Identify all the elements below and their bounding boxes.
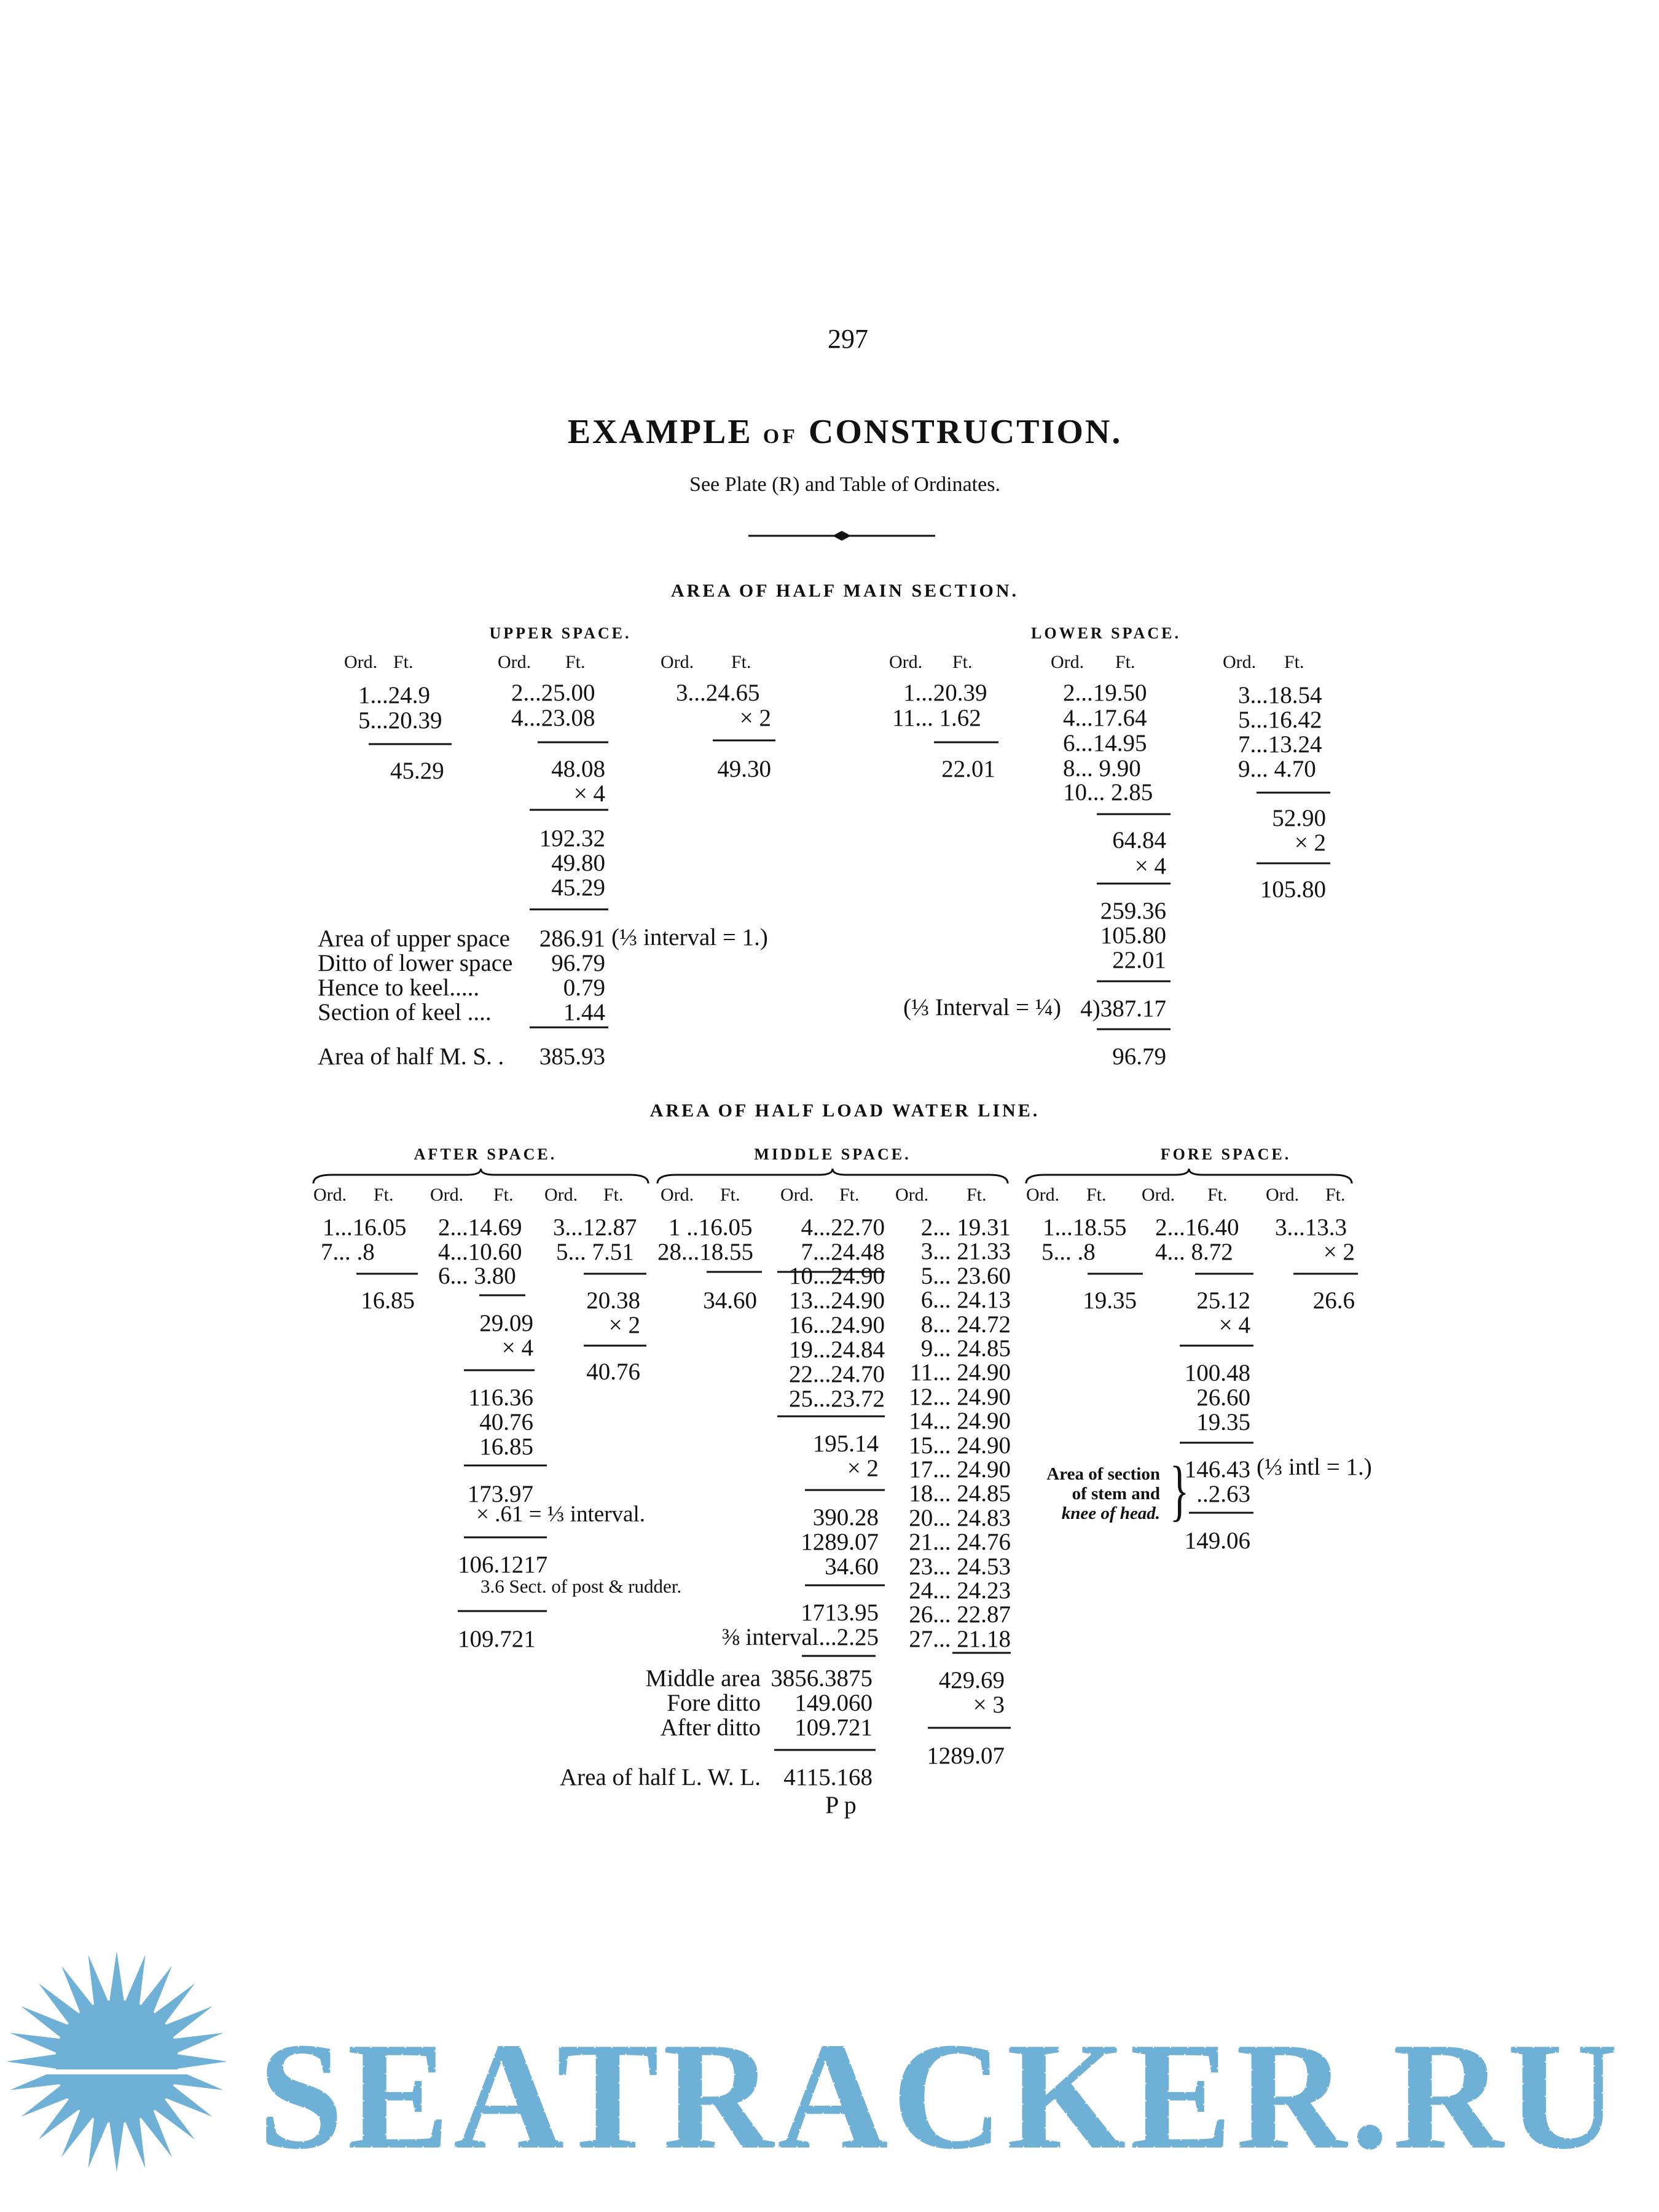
ordinate-entry: 28...18.55 <box>657 1239 753 1265</box>
watermark-logo <box>0 1936 1659 2212</box>
addend-value: 40.76 <box>479 1409 533 1435</box>
section-heading-lwl: AREA OF HALF LOAD WATER LINE. <box>649 1100 1040 1121</box>
sum-value: 45.29 <box>390 758 444 784</box>
addend-value: 105.80 <box>1100 922 1166 949</box>
ordinate-entry: 2...25.00 <box>511 680 595 706</box>
total-label: Area of half L. W. L. <box>559 1764 761 1790</box>
ordinate-entry: 7...24.48 <box>801 1239 885 1265</box>
stem-note: of stem and <box>1072 1484 1160 1504</box>
summary-label: Area of half M. S. . <box>318 1043 504 1070</box>
total-value: 109.721 <box>794 1714 873 1741</box>
sum-value: 20.38 <box>586 1287 640 1314</box>
product-value: 192.32 <box>539 825 605 852</box>
product-value: 100.48 <box>1184 1360 1250 1386</box>
ord-header: Ord. <box>1142 1185 1175 1205</box>
ord-header: Ord. <box>544 1185 578 1205</box>
total-value: 149.060 <box>794 1690 873 1716</box>
addend-value: 34.60 <box>825 1553 879 1580</box>
sum-value: 29.09 <box>479 1310 533 1336</box>
ordinate-entry: 24... 24.23 <box>909 1577 1011 1604</box>
post-rudder-note: 3.6 Sect. of post & rudder. <box>480 1575 682 1597</box>
ordinate-entry: 22...24.70 <box>789 1361 885 1387</box>
total-label: Fore ditto <box>667 1690 761 1716</box>
product-value: 105.80 <box>1260 876 1326 903</box>
ordinate-entry: 20... 24.83 <box>909 1504 1011 1531</box>
ordinate-entry: 3...13.3 <box>1275 1214 1347 1241</box>
sum-value: 16.85 <box>361 1287 415 1314</box>
summary-label: Hence to keel..... <box>318 975 480 1001</box>
summary-value: 0.79 <box>563 975 605 1001</box>
ordinate-entry: 2... 19.31 <box>920 1214 1011 1241</box>
summary-value: 1.44 <box>563 999 605 1026</box>
ordinate-entry: 2...14.69 <box>438 1214 522 1241</box>
upper-space-label: UPPER SPACE. <box>489 624 632 642</box>
page-subtitle: See Plate (R) and Table of Ordinates. <box>689 473 1000 496</box>
product-value: 49.30 <box>717 756 771 782</box>
ordinate-entry: 1...16.05 <box>323 1214 407 1241</box>
ord-header: Ord. <box>895 1185 929 1205</box>
page-title: EXAMPLE OF CONSTRUCTION. <box>567 413 1123 451</box>
ordinate-entry: 4...10.60 <box>438 1239 522 1265</box>
multiplier: × 2 <box>739 705 771 731</box>
ft-header: Ft. <box>1284 652 1304 672</box>
lower-space-label: LOWER SPACE. <box>1031 624 1181 642</box>
brace <box>1026 1169 1352 1183</box>
ord-header: Ord. <box>1051 652 1084 672</box>
product-value: 26.6 <box>1312 1287 1355 1314</box>
ord-header: Ord. <box>780 1185 814 1205</box>
ord-header: Ord. <box>344 652 378 672</box>
ft-header: Ft. <box>952 652 973 672</box>
ordinate-entry: 6...14.95 <box>1063 730 1147 756</box>
ordinate-entry: 4... 8.72 <box>1155 1239 1233 1265</box>
ordinate-entry: 10...24.90 <box>789 1263 885 1289</box>
ord-header: Ord. <box>661 652 694 672</box>
ordinate-entry: 6... 3.80 <box>438 1263 516 1289</box>
ordinate-entry: 5...16.42 <box>1238 707 1322 733</box>
product-value: 40.76 <box>586 1359 640 1385</box>
ordinate-entry: 4...23.08 <box>511 705 595 731</box>
watermark-text: SEATRACKER.RU <box>258 2011 1622 2181</box>
ordinate-entry: 1...24.9 <box>358 682 430 708</box>
multiplier: × 4 <box>1134 853 1166 879</box>
total-value: 4115.168 <box>783 1764 873 1790</box>
sum-value: 1713.95 <box>801 1599 879 1626</box>
ordinate-entry: 8... 9.90 <box>1063 755 1141 782</box>
ft-header: Ft. <box>1325 1185 1346 1205</box>
divided-value: 4)387.17 <box>1080 995 1166 1022</box>
ordinate-entry: 9... 4.70 <box>1238 756 1316 782</box>
ordinate-entry: 18... 24.85 <box>909 1480 1011 1507</box>
multiplier: × 3 <box>973 1692 1005 1718</box>
total-label: After ditto <box>660 1714 761 1741</box>
stem-note: knee of head. <box>1061 1504 1160 1523</box>
total-value: 3856.3875 <box>771 1665 873 1692</box>
brace <box>313 1169 648 1183</box>
ordinate-entry: 25...23.72 <box>789 1386 885 1412</box>
ordinate-entry: 1...18.55 <box>1043 1214 1127 1241</box>
addend-value: ..2.63 <box>1196 1481 1250 1507</box>
total-label: Middle area <box>645 1665 761 1692</box>
summary-value: 286.91 <box>539 925 605 952</box>
interval-note: ⅜ interval...2.25 <box>721 1624 879 1650</box>
sum-value: 22.01 <box>941 756 995 782</box>
ordinate-entry: 9... 24.85 <box>920 1335 1011 1362</box>
sum-value: 173.97 <box>467 1481 533 1507</box>
ord-header: Ord. <box>1266 1185 1300 1205</box>
ordinate-entry: 12... 24.90 <box>909 1383 1011 1410</box>
ordinate-entry: 4...17.64 <box>1063 705 1147 731</box>
ordinate-entry: 5... .8 <box>1041 1239 1096 1265</box>
ordinate-entry: 6... 24.13 <box>920 1287 1011 1314</box>
interval-note: × .61 = ⅓ interval. <box>476 1502 645 1527</box>
summary-value: 385.93 <box>539 1043 605 1070</box>
result-value: 96.79 <box>1112 1043 1166 1070</box>
signature-mark: P p <box>825 1791 857 1819</box>
ordinate-entry: 3...12.87 <box>553 1214 637 1241</box>
ordinate-entry: 16...24.90 <box>789 1312 885 1338</box>
addend-value: 19.35 <box>1196 1409 1250 1435</box>
after-space-label: AFTER SPACE. <box>414 1145 557 1163</box>
ordinate-entry: 3...24.65 <box>676 680 760 706</box>
fore-space-label: FORE SPACE. <box>1160 1145 1292 1163</box>
multiplier: × 4 <box>501 1335 533 1361</box>
sum-value: 195.14 <box>812 1430 879 1457</box>
ft-header: Ft. <box>720 1185 740 1205</box>
product-value: 259.36 <box>1100 898 1166 924</box>
ordinate-entry: 19...24.84 <box>789 1336 885 1363</box>
addend-value: 16.85 <box>479 1433 533 1460</box>
interval-note: (⅓ Interval = ¼) <box>903 994 1061 1021</box>
ordinate-entry: 5... 7.51 <box>556 1239 634 1265</box>
multiplier: × 2 <box>1323 1239 1355 1265</box>
ft-header: Ft. <box>393 652 414 672</box>
multiplier: × 4 <box>1218 1312 1250 1338</box>
ordinate-entry: 23... 24.53 <box>909 1553 1011 1580</box>
ord-header: Ord. <box>430 1185 464 1205</box>
ordinate-entry: 1 ..16.05 <box>669 1214 753 1241</box>
ordinate-entry: 3...18.54 <box>1238 682 1322 708</box>
ordinate-entry: 2...16.40 <box>1155 1214 1239 1241</box>
ordinate-entry: 1...20.39 <box>903 680 987 706</box>
section-heading-main: AREA OF HALF MAIN SECTION. <box>671 581 1019 601</box>
page-number: 297 <box>828 324 868 354</box>
ordinate-entry: 4...22.70 <box>801 1214 885 1241</box>
sum-value: 429.69 <box>938 1667 1005 1693</box>
ft-header: Ft. <box>603 1185 624 1205</box>
interval-note: (⅓ intl = 1.) <box>1257 1454 1372 1480</box>
summary-label: Ditto of lower space <box>318 950 513 976</box>
brace <box>657 1169 1008 1183</box>
multiplier: × 4 <box>573 780 605 807</box>
ordinate-entry: 13...24.90 <box>789 1287 885 1314</box>
product-value: 1289.07 <box>927 1743 1005 1769</box>
sum-value: 34.60 <box>703 1287 757 1314</box>
summary-value: 96.79 <box>551 950 605 976</box>
sum-value: 64.84 <box>1112 827 1166 853</box>
sum-value: 48.08 <box>551 756 605 782</box>
brace-glyph: } <box>1169 1453 1190 1528</box>
ordinate-entry: 7...13.24 <box>1238 731 1322 758</box>
ordinate-entry: 3... 21.33 <box>920 1238 1011 1265</box>
ft-header: Ft. <box>839 1185 860 1205</box>
ordinate-entry: 11... 1.62 <box>892 705 981 731</box>
ft-header: Ft. <box>565 652 586 672</box>
ord-header: Ord. <box>313 1185 347 1205</box>
ordinate-entry: 21... 24.76 <box>909 1529 1011 1556</box>
ordinate-entry: 14... 24.90 <box>909 1408 1011 1435</box>
addend-value: 1289.07 <box>801 1529 879 1555</box>
ft-header: Ft. <box>731 652 751 672</box>
summary-label: Area of upper space <box>318 925 510 952</box>
summary-label: Section of keel .... <box>318 999 492 1026</box>
ordinate-entry: 17... 24.90 <box>909 1456 1011 1483</box>
ordinate-entry: 5...20.39 <box>358 707 442 734</box>
multiplier: × 2 <box>1294 830 1326 856</box>
ord-header: Ord. <box>1026 1185 1060 1205</box>
ord-header: Ord. <box>661 1185 694 1205</box>
addend-value: 49.80 <box>551 850 605 876</box>
ft-header: Ft. <box>1115 652 1135 672</box>
ord-header: Ord. <box>889 652 923 672</box>
middle-space-label: MIDDLE SPACE. <box>754 1145 911 1163</box>
result-value: 109.721 <box>458 1626 536 1652</box>
ordinate-entry: 27... 21.18 <box>909 1625 1011 1652</box>
product-value: 116.36 <box>468 1384 533 1411</box>
ordinate-entry: 7... .8 <box>321 1239 375 1265</box>
result-value: 149.06 <box>1184 1528 1250 1554</box>
multiplier: × 2 <box>847 1455 879 1481</box>
sun-icon <box>6 1951 227 2172</box>
ordinate-entry: 15... 24.90 <box>909 1432 1011 1459</box>
ft-header: Ft. <box>1086 1185 1107 1205</box>
product-value: 390.28 <box>812 1504 879 1531</box>
addend-value: 26.60 <box>1196 1384 1250 1411</box>
stem-note: Area of section <box>1046 1464 1160 1484</box>
addend-value: 45.29 <box>551 874 605 901</box>
ft-header: Ft. <box>374 1185 394 1205</box>
ordinate-entry: 5... 23.60 <box>920 1262 1011 1289</box>
ft-header: Ft. <box>493 1185 514 1205</box>
ord-header: Ord. <box>498 652 531 672</box>
ordinate-entry: 26... 22.87 <box>909 1601 1011 1628</box>
ordinate-entry: 10... 2.85 <box>1063 779 1153 806</box>
ordinate-entry: 11... 24.90 <box>909 1359 1011 1386</box>
product-value: 106.1217 <box>458 1551 548 1578</box>
interval-note: (⅓ interval = 1.) <box>611 924 768 951</box>
sum-value: 19.35 <box>1083 1287 1137 1314</box>
ordinate-entry: 8... 24.72 <box>920 1311 1011 1338</box>
ord-header: Ord. <box>1223 652 1257 672</box>
ft-header: Ft. <box>967 1185 987 1205</box>
ft-header: Ft. <box>1207 1185 1228 1205</box>
sum-value: 25.12 <box>1196 1287 1250 1314</box>
ordinate-entry: 2...19.50 <box>1063 680 1147 706</box>
addend-value: 22.01 <box>1112 947 1166 973</box>
multiplier: × 2 <box>608 1312 640 1338</box>
sum-value: 52.90 <box>1272 805 1326 831</box>
sum-value: 146.43 <box>1184 1456 1250 1483</box>
